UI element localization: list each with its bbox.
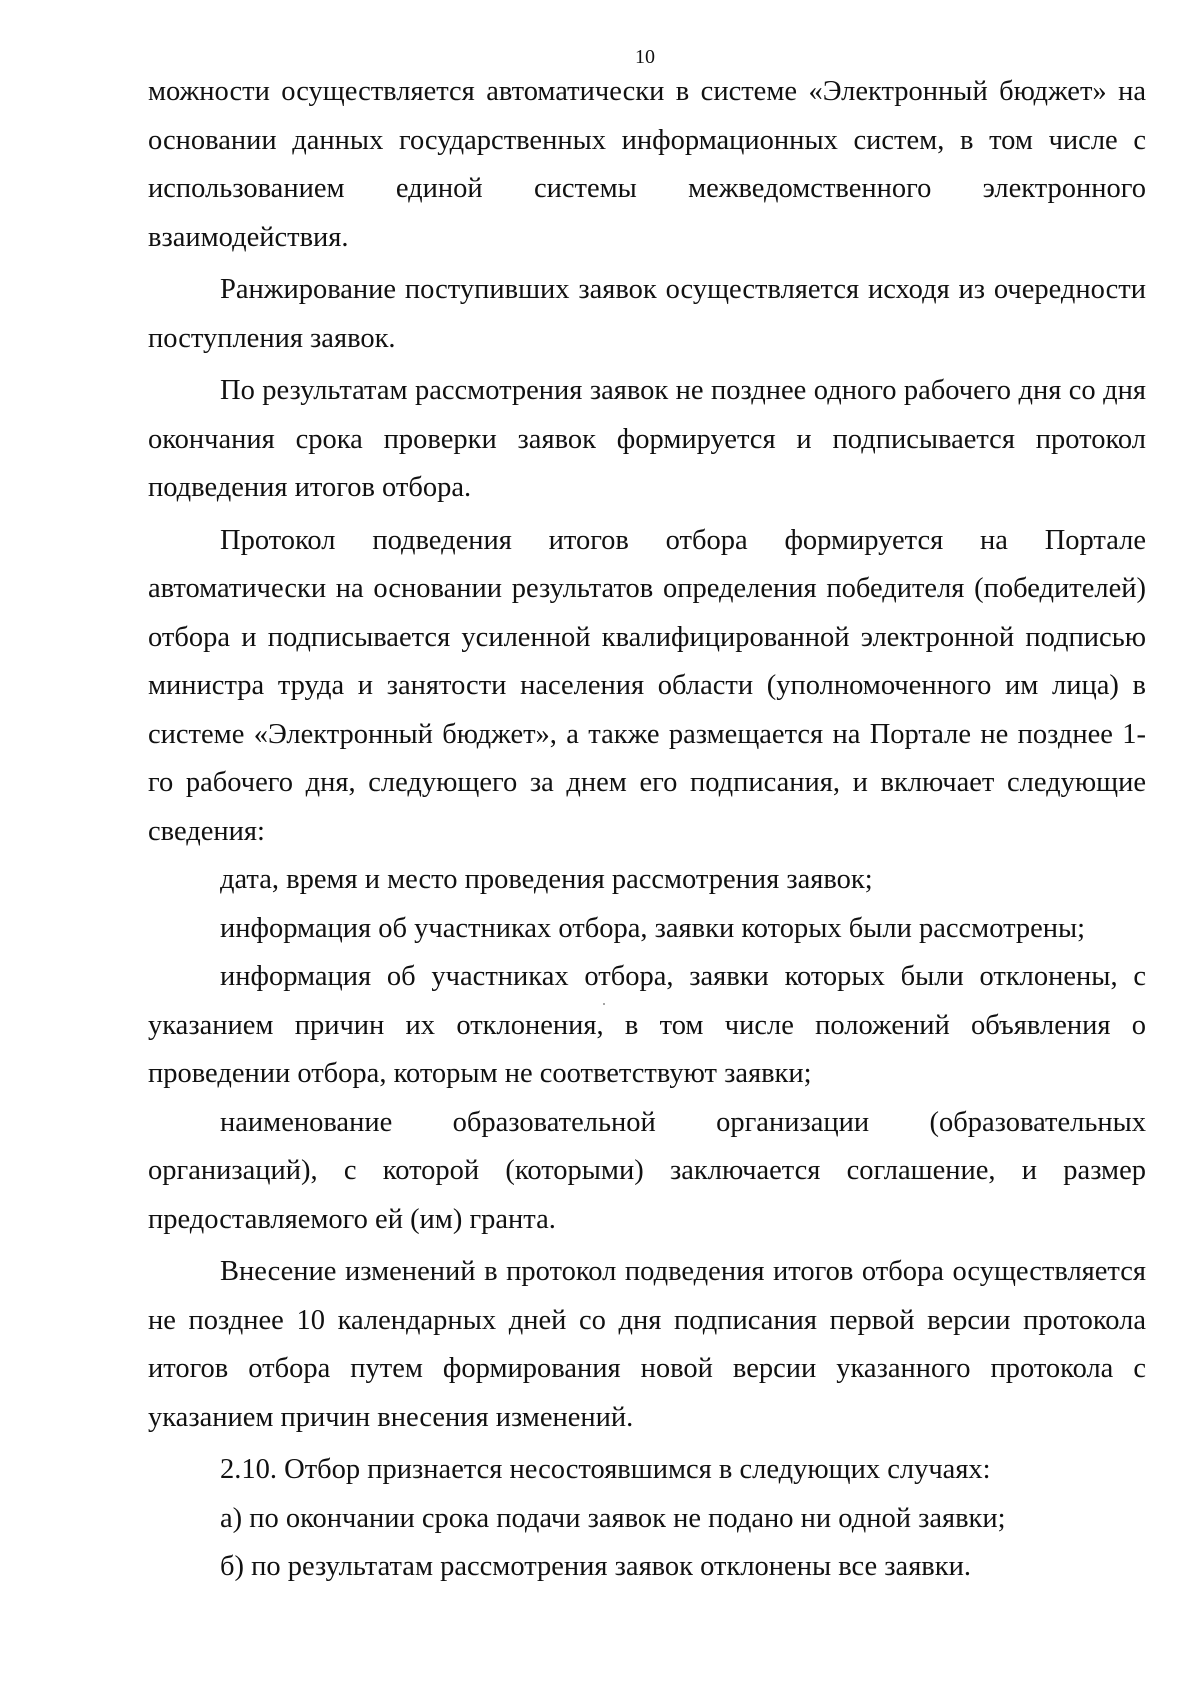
list-item-date-time: дата, время и место проведения рассмотрения заявок; [220, 864, 873, 895]
paragraph-ranking: Ранжирование поступивших заявок осуществляется исходя из очередности поступления заявок. [148, 274, 1146, 354]
document-body [148, 68, 1146, 1592]
list-item-b: б) по результатам рассмотрения заявок отклонены все заявки. [220, 1551, 971, 1582]
list-item-reviewed-participants: информация об участниках отбора, заявки которых были рассмотрены; [220, 912, 1086, 944]
paragraph-continuation: можности осуществляется автоматически в системе «Электронный бюджет» на основании данных государственных информационных систем, в том числе с использованием единой системы межведомственного электронного взаимодействия. [148, 76, 1146, 253]
paragraph-protocol: Протокол подведения итогов отбора формируется на Портале автоматически на основании результатов определения победителя (победителей) отбора и подписывается усиленной квалифицированной электронной подписью министра труда и занятости населения области (уполномоченного им лица) в системе «Электронный бюджет», а также размещается на Портале не позднее 1-го рабочего дня, следующего за днем его подписания, и включает следующие сведения: [148, 524, 1146, 847]
section-2-10-heading: 2.10. Отбор признается несостоявшимся в следующих случаях: [220, 1454, 991, 1485]
paragraph-review-results: По результатам рассмотрения заявок не позднее одного рабочего дня со дня окончания срока проверки заявок формируется и подписывается протокол подведения итогов отбора. [148, 375, 1146, 503]
scan-speck [603, 1003, 605, 1005]
page-number: 10 [635, 46, 655, 68]
list-item-a: а) по окончании срока подачи заявок не подано ни одной заявки; [220, 1502, 1006, 1534]
list-item-rejected-participants: информация об участниках отбора, заявки которых были отклонены, с указанием причин их отклонения, в том числе положений объявления о проведении отбора, которым не соответствуют заявки; [148, 961, 1146, 1089]
list-item-organization-grant: наименование образовательной организации (образовательных организаций), с которой (которыми) заключается соглашение, и размер предоставляемого ей (им) гранта. [148, 1106, 1146, 1235]
paragraph-protocol-changes: Внесение изменений в протокол подведения итогов отбора осуществляется не позднее 10 календарных дней со дня подписания первой версии протокола итогов отбора путем формирования новой версии указанного протокола с указанием причин внесения изменений. [148, 1256, 1146, 1433]
